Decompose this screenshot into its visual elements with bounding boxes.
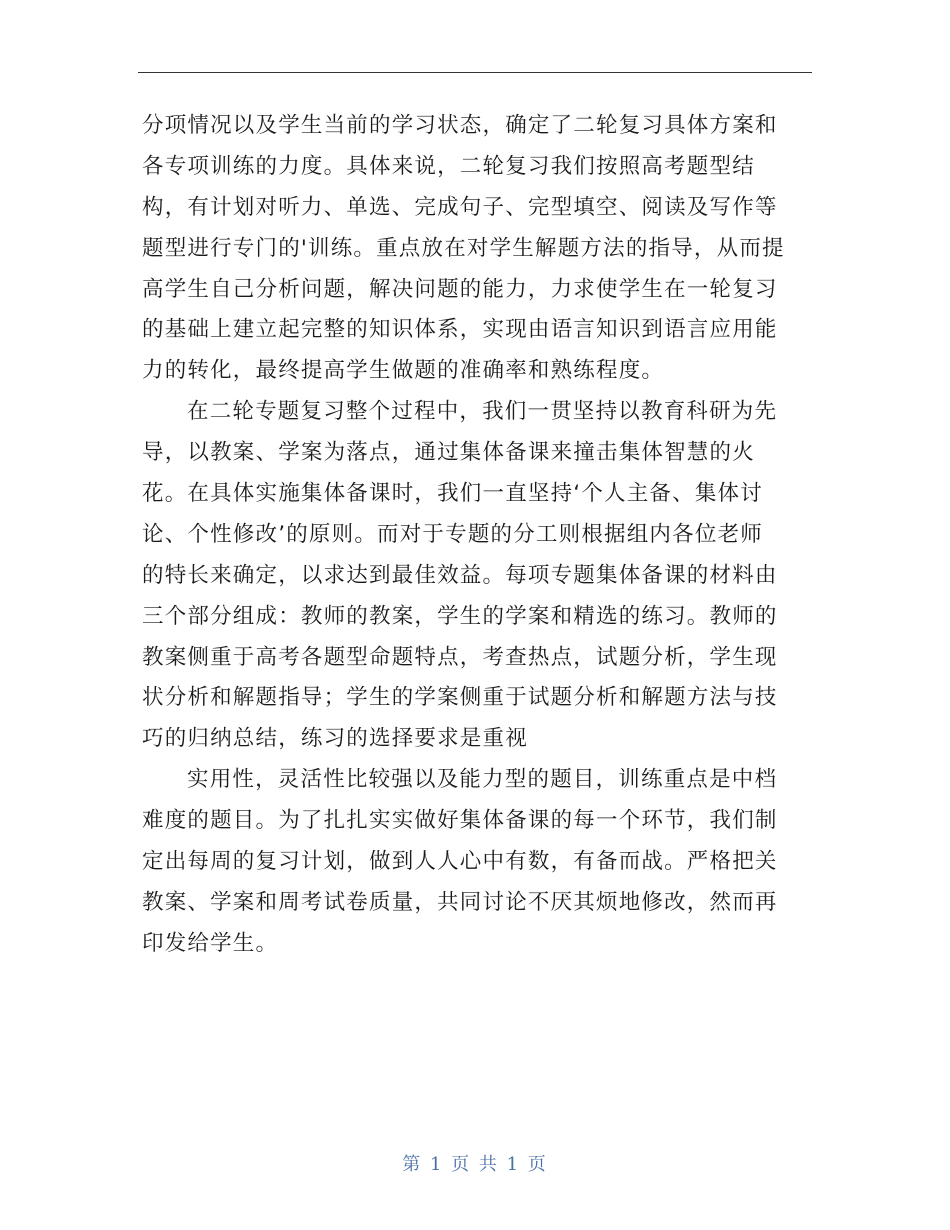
text-line: 花。在具体实施集体备课时，我们一直坚持‘个人主备、集体讨	[142, 481, 763, 507]
text-line: 定出每周的复习计划，做到人人心中有数，有备而战。严格把关	[142, 849, 778, 875]
text-line: 状分析和解题指导；学生的学案侧重于试题分析和解题方法与技	[142, 685, 778, 711]
text-line: 高学生自己分析问题，解决问题的能力，力求使学生在一轮复习	[142, 276, 778, 302]
header-rule	[138, 72, 812, 73]
text-line: 论、个性修改’的原则。而对于专题的分工则根据组内各位老师	[142, 521, 763, 547]
text-line: 教案、学案和周考试卷质量，共同讨论不厌其烦地修改，然而再	[142, 889, 778, 915]
text-line: 力的转化，最终提高学生做题的准确率和熟练程度。	[142, 358, 665, 384]
text-line: 的基础上建立起完整的知识体系，实现由语言知识到语言应用能	[142, 317, 778, 343]
text-line: 教案侧重于高考各题型命题特点，考查热点，试题分析，学生现	[142, 644, 778, 670]
text-line: 导，以教案、学案为落点，通过集体备课来撞击集体智慧的火	[142, 440, 755, 466]
text-line: 印发给学生。	[142, 930, 279, 956]
text-line: 难度的题目。为了扎扎实实做好集体备课的每一个环节，我们制	[142, 808, 778, 834]
text-line: 三个部分组成：教师的教案，学生的学案和精选的练习。教师的	[142, 603, 778, 629]
page-number-footer: 第 1 页 共 1 页	[402, 1154, 548, 1175]
text-line: 题型进行专门的'训练。重点放在对学生解题方法的指导，从而提	[142, 235, 785, 261]
text-line: 各专项训练的力度。具体来说，二轮复习我们按照高考题型结	[142, 153, 755, 179]
paragraph-start-line: 实用性，灵活性比较强以及能力型的题目，训练重点是中档	[187, 767, 778, 793]
text-line: 的特长来确定，以求达到最佳效益。每项专题集体备课的材料由	[142, 562, 778, 588]
text-line: 构，有计划对听力、单选、完成句子、完型填空、阅读及写作等	[142, 194, 778, 220]
text-line: 分项情况以及学生当前的学习状态，确定了二轮复习具体方案和	[142, 113, 778, 138]
document-body	[142, 106, 812, 965]
paragraph-start-line: 在二轮专题复习整个过程中，我们一贯坚持以教育科研为先	[187, 399, 778, 425]
text-line: 巧的归纳总结，练习的选择要求是重视	[142, 726, 528, 752]
